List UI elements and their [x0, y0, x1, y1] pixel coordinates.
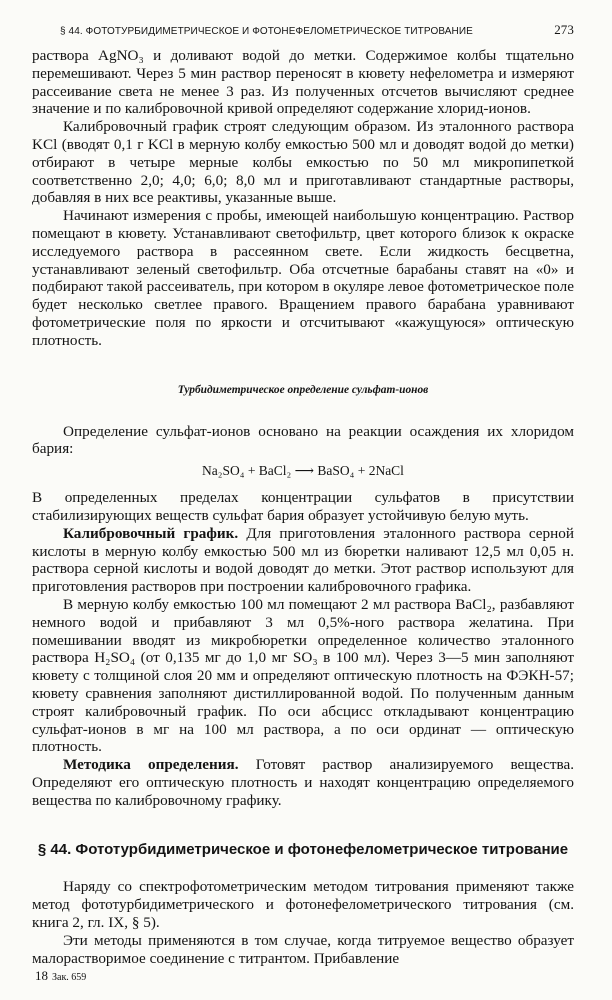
section-title: § 44. Фототурбидиметрическое и фотонефелометрическое титрование — [37, 841, 569, 859]
running-header — [60, 22, 574, 38]
chemical-equation: Na₂SO₄ + BaCl₂ ⟶ BaSO₄ + 2NaCl — [202, 463, 404, 479]
paragraph: Калибровочный график строят следующим образом. Из эталонного раствора KCl (вводят 0,1 г KCl в мерную колбу емкостью 500 мл и доводят водой до метки) отбирают в четыре мерные колбы емкостью по 50 мл микропипеткой соответственно 2,0; 4,0; 6,0; 8,0 мл и приготавливают стандартные растворы, добавляя в них все реактивы, указанные выше. — [32, 118, 574, 207]
running-title: § 44. ФОТОТУРБИДИМЕТРИЧЕСКОЕ И ФОТОНЕФЕЛОМЕТРИЧЕСКОЕ ТИТРОВАНИЕ — [60, 26, 473, 37]
paragraph-text: Готовят раствор анализируемого вещества. Определяют его оптическую плотность и находят концентрацию определяемого вещества по калибровочному графику. — [32, 756, 574, 809]
order-number: Зак. 659 — [52, 972, 87, 983]
paragraph: Наряду со спектрофотометрическим методом титрования применяют также метод фототурбидиметрического и фотонефелометрического титрования (см. книга 2, гл. IX, § 5). — [32, 878, 574, 932]
footer-signature — [35, 968, 86, 984]
page-number: 273 — [554, 22, 574, 37]
paragraph: В мерную колбу емкостью 100 мл помещают 2 мл раствора BaCl₂, разбавляют немного водой и прибавляют 3 мл 0,5%-ного раствора желатина. При помешивании вводят из микробюретки определенное количество эталонного раствора H₂SO₄ (от 0,135 мг до 1,0 мг SO₃ в 100 мл). Через 3—5 мин заполняют кювету с толщиной слоя 20 мм и определяют оптическую плотность на ФЭКН-57; кювету сравнения заполняют дистиллированной водой. По полученным данным строят калибровочный график. По оси абсцисс откладывают концентрацию сульфат-ионов в мг на 100 мл раствора, а по оси ординат — оптическую плотность. — [32, 595, 574, 756]
subsection-title: Турбидиметрическое определение сульфат-ионов — [177, 383, 429, 396]
term-heading: Калибровочный график. — [63, 524, 239, 542]
term-heading: Методика определения. — [63, 756, 239, 774]
paragraph — [32, 756, 574, 809]
paragraph: Начинают измерения с пробы, имеющей наибольшую концентрацию. Раствор помещают в кювету. Устанавливают светофильтр, цвет которого близок к окраске исследуемого раствора в рассеянном свете. Если жидкость бесцветна, устанавливают зеленый светофильтр. Оба отсчетные барабаны ставят на «0» и подбирают такой рассеиватель, при котором в окуляре левое фотометрическое поле будет несколько светлее правого. Вращением правого барабана уравнивают фотометрические поля по яркости и отсчитывают «кажущуюся» оптическую плотность. — [32, 207, 574, 349]
paragraph: раствора AgNO₃ и доливают водой до метки. Содержимое колбы тщательно перемешивают. Через 5 мин раствор переносят в кювету нефелометра и измеряют рассеивание света не менее 3 раз. Из полученных отсчетов вычисляют среднее значение и по калибровочной кривой определяют содержание хлорид-ионов. — [32, 47, 574, 118]
paragraph-text: Для приготовления эталонного раствора серной кислоты в мерную колбу емкостью 500 мл из бюретки наливают 12,5 мл 0,05 н. раствора серной кислоты и водой доводят до метки. Этот раствор используют для приготовления растворов при построении калибровочного графика. — [32, 524, 574, 596]
page — [32, 22, 574, 967]
sheet-number: 18 — [35, 968, 48, 983]
paragraph: Эти методы применяются в том случае, когда титруемое вещество образует малорастворимое соединение с титрантом. Прибавление — [32, 931, 574, 967]
paragraph — [32, 525, 574, 596]
paragraph: В определенных пределах концентрации сульфатов в присутствии стабилизирующих веществ сульфат бария образует устойчивую белую муть. — [32, 489, 574, 524]
paragraph: Определение сульфат-ионов основано на реакции осаждения их хлоридом бария: — [32, 422, 574, 458]
